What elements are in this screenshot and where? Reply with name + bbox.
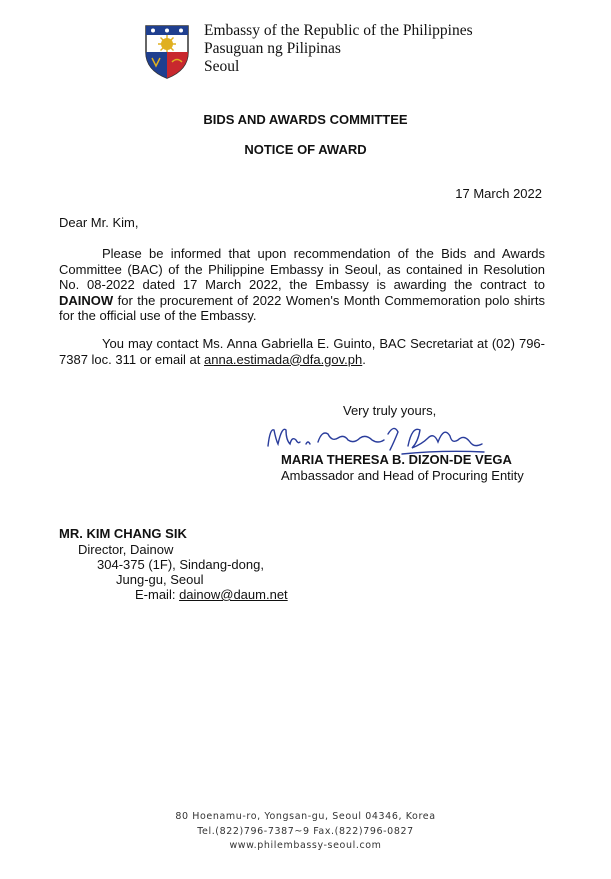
footer-phone: Tel.(822)796-7387~9 Fax.(822)796-0827: [197, 825, 414, 837]
philippine-seal-icon: [138, 22, 196, 80]
footer-website: www.philembassy-seoul.com: [229, 840, 382, 851]
addressee-email: [135, 587, 288, 603]
contact-email-link[interactable]: anna.estimada@dfa.gov.ph: [204, 351, 363, 367]
footer-address: 80 Hoenamu-ro, Yongsan-gu, Seoul 04346, Korea: [175, 811, 436, 822]
email-label: E-mail:: [135, 587, 180, 602]
awardee-name: DAINOW: [59, 292, 114, 308]
handwritten-signature: [262, 420, 492, 456]
signatory-name: MARIA THERESA B. DIZON-DE VEGA: [281, 452, 512, 467]
signatory-title: Ambassador and Head of Procuring Entity: [281, 468, 524, 483]
notice-heading: NOTICE OF AWARD: [244, 142, 367, 157]
addressee-address-line-1: 304-375 (1F), Sindang-dong,: [97, 557, 264, 572]
addressee-email-link[interactable]: dainow@daum.net: [179, 587, 288, 602]
letterhead: [138, 22, 473, 80]
paragraph-2-text-b: .: [362, 351, 366, 367]
paragraph-1-text-a: Please be informed that upon recommendation of the Bids and Awards Committee (BAC) of the Philippine Embassy in Seoul, as contained in Resolution No. 08-2022 dated 17 March 2022, the Embassy is awarding the contract to: [59, 246, 545, 292]
letterhead-line-2: Pasuguan ng Pilipinas: [204, 40, 341, 57]
letterhead-line-1: Embassy of the Republic of the Philippines: [204, 22, 473, 39]
letter-date: 17 March 2022: [455, 186, 542, 201]
addressee-position: Director, Dainow: [78, 542, 174, 557]
body-paragraph-2: [59, 336, 545, 367]
footer: [0, 810, 611, 854]
body-paragraph-1: [59, 246, 545, 324]
committee-heading: BIDS AND AWARDS COMMITTEE: [203, 112, 408, 127]
paragraph-2-text-a: You may contact Ms. Anna Gabriella E. Guinto, BAC Secretariat at (02) 796-7387 loc. 311 or email at: [59, 336, 545, 367]
letterhead-line-3: Seoul: [204, 58, 240, 75]
closing: Very truly yours,: [343, 403, 437, 418]
salutation: Dear Mr. Kim,: [59, 215, 139, 230]
paragraph-1-text-b: for the procurement of 2022 Women's Month Commemoration polo shirts for the official use of the Embassy.: [59, 292, 545, 323]
addressee-address-line-2: Jung-gu, Seoul: [116, 572, 204, 587]
addressee-name: MR. KIM CHANG SIK: [59, 526, 187, 541]
